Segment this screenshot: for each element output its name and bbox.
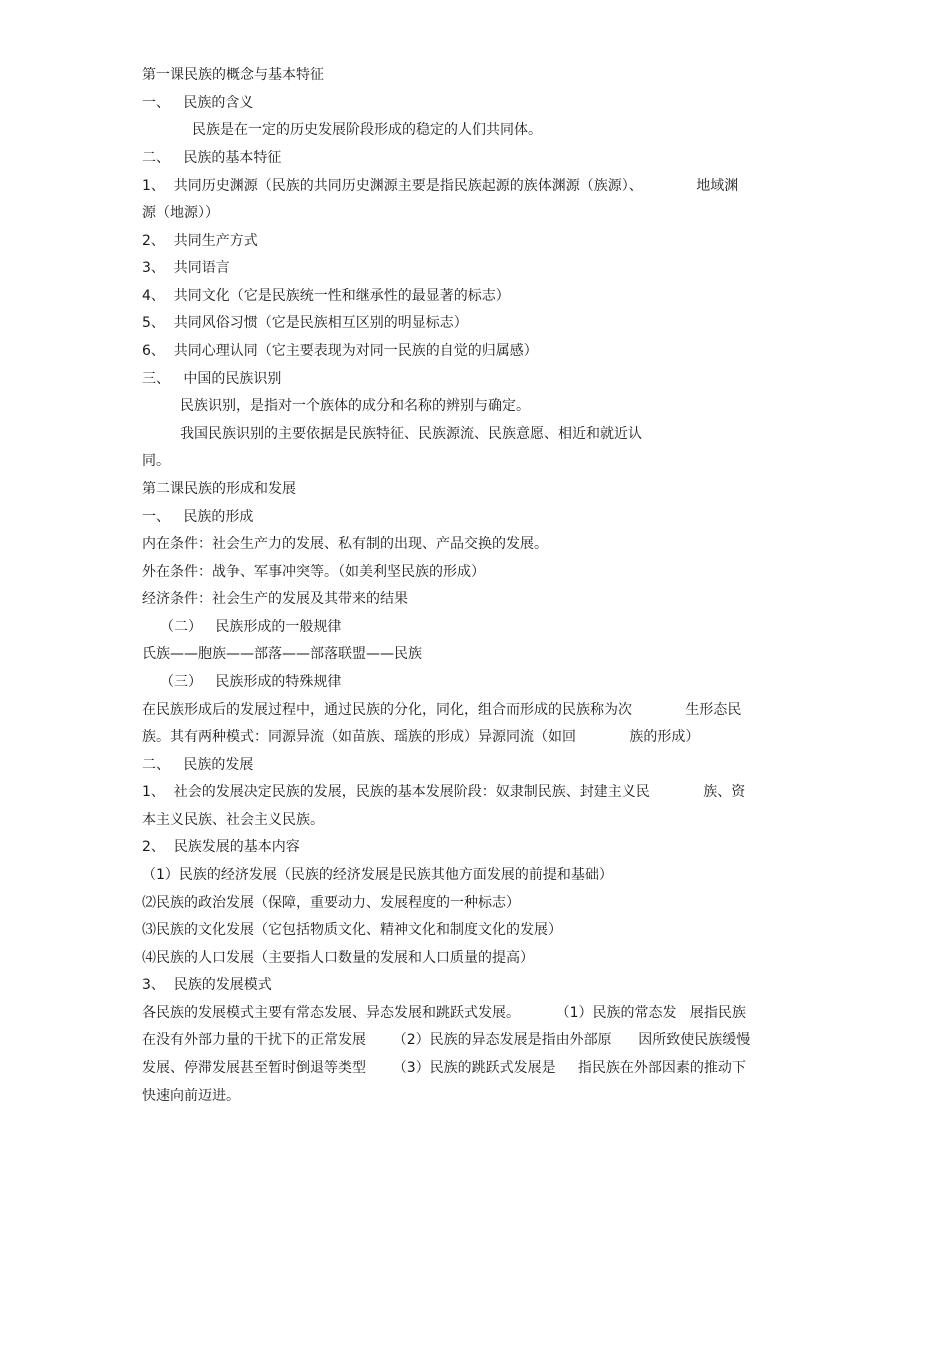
special-law-line-2: 族。其有两种模式：同源异流（如苗族、瑶族的形成）异源同流（如回 族的形成） — [142, 729, 700, 745]
cultural-development: ⑶民族的文化发展（它包括物质文化、精神文化和制度文化的发展） — [142, 922, 562, 938]
development-stages-line-1: 1、 社会的发展决定民族的发展，民族的基本发展阶段：奴隶制民族、封建主义民 族、资 — [142, 784, 746, 800]
section-3-heading: 三、 中国的民族识别 — [142, 371, 282, 387]
section-1-heading: 一、 民族的含义 — [142, 95, 254, 111]
population-development: ⑷民族的人口发展（主要指人口数量的发展和人口质量的提高） — [142, 950, 534, 966]
lesson-2-title: 第二课民族的形成和发展 — [142, 481, 296, 497]
formation-heading: 一、 民族的形成 — [142, 509, 254, 525]
definition-text: 民族是在一定的历史发展阶段形成的稳定的人们共同体。 — [192, 122, 542, 138]
feature-1-line-2: 源（地源）） — [142, 205, 219, 221]
development-heading: 二、 民族的发展 — [142, 757, 254, 773]
general-law-heading: （二） 民族形成的一般规律 — [160, 619, 342, 635]
feature-2: 2、 共同生产方式 — [142, 233, 258, 249]
development-modes-line-2: 在没有外部力量的干扰下的正常发展 （2）民族的异态发展是指由外部原 因所致使民族缓慢 — [142, 1032, 751, 1048]
feature-5: 5、 共同风俗习惯（它是民族相互区别的明显标志） — [142, 315, 468, 331]
feature-6: 6、 共同心理认同（它主要表现为对同一民族的自觉的归属感） — [142, 343, 538, 359]
development-modes-line-1: 各民族的发展模式主要有常态发展、异态发展和跳跃式发展。 （1）民族的常态发 展指民族 — [142, 1005, 746, 1021]
development-content-heading: 2、 民族发展的基本内容 — [142, 839, 300, 855]
political-development: ⑵民族的政治发展（保障，重要动力、发展程度的一种标志） — [142, 895, 520, 911]
general-law-sequence: 氏族——胞族——部落——部落联盟——民族 — [142, 646, 422, 662]
feature-4: 4、 共同文化（它是民族统一性和继承性的最显著的标志） — [142, 288, 510, 304]
economic-development: （1）民族的经济发展（民族的经济发展是民族其他方面发展的前提和基础） — [142, 867, 613, 883]
identification-basis-line-1: 我国民族识别的主要依据是民族特征、民族源流、民族意愿、相近和就近认 — [180, 426, 642, 442]
special-law-heading: （三） 民族形成的特殊规律 — [160, 674, 342, 690]
special-law-line-1: 在民族形成后的发展过程中，通过民族的分化，同化，组合而形成的民族称为次 生形态民 — [142, 702, 742, 718]
identification-basis-line-2: 同。 — [142, 453, 170, 469]
development-stages-line-2: 本主义民族、社会主义民族。 — [142, 812, 324, 828]
lesson-1-title: 第一课民族的概念与基本特征 — [142, 67, 324, 83]
feature-1-line-1: 1、 共同历史渊源（民族的共同历史渊源主要是指民族起源的族体渊源（族源）、 地域渊 — [142, 178, 739, 194]
development-modes-heading: 3、 民族的发展模式 — [142, 977, 272, 993]
internal-conditions: 内在条件：社会生产力的发展、私有制的出现、产品交换的发展。 — [142, 536, 548, 552]
feature-3: 3、 共同语言 — [142, 260, 230, 276]
external-conditions: 外在条件：战争、军事冲突等。（如美利坚民族的形成） — [142, 564, 485, 580]
section-2-heading: 二、 民族的基本特征 — [142, 150, 282, 166]
development-modes-line-4: 快速向前迈进。 — [142, 1088, 240, 1104]
economic-conditions: 经济条件：社会生产的发展及其带来的结果 — [142, 591, 408, 607]
identification-definition: 民族识别，是指对一个族体的成分和名称的辨别与确定。 — [180, 398, 530, 414]
development-modes-line-3: 发展、停滞发展甚至暂时倒退等类型 （3）民族的跳跃式发展是 指民族在外部因素的推动下 — [142, 1060, 746, 1076]
